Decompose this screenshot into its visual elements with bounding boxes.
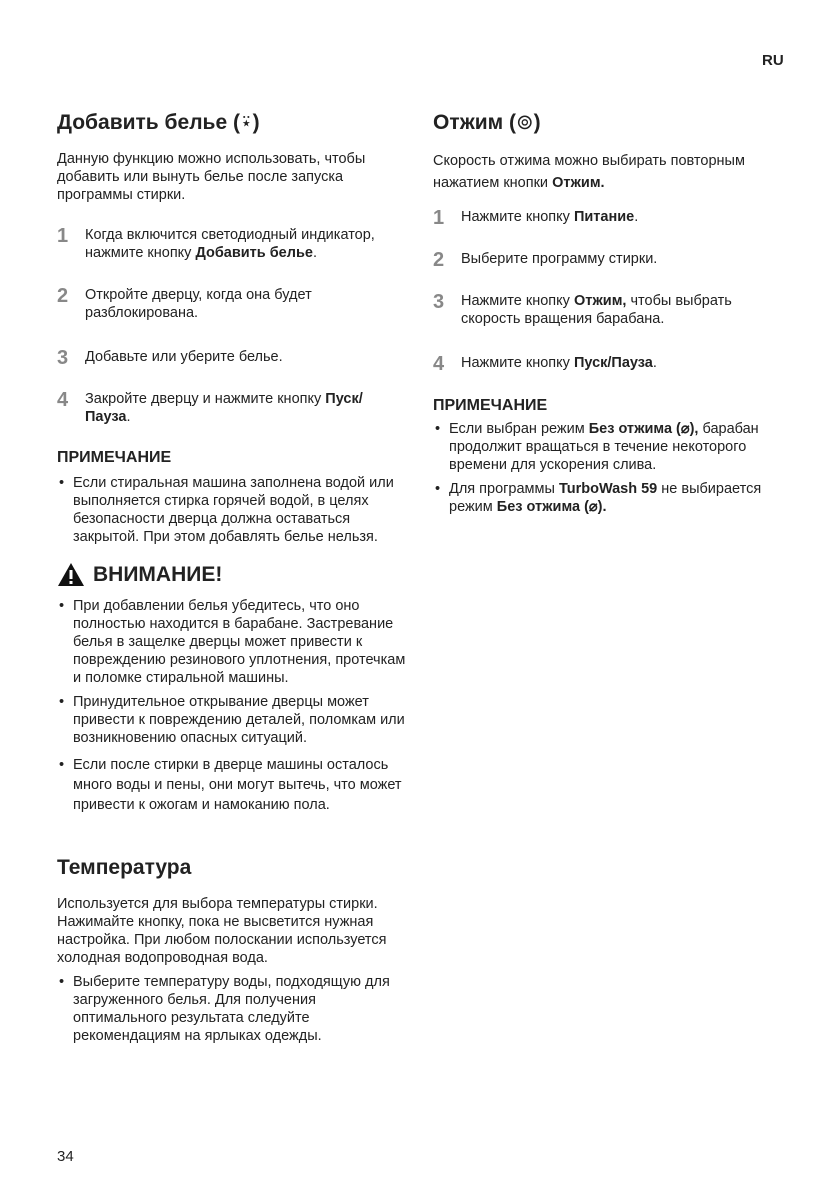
temperature-title: Температура xyxy=(57,856,192,879)
spin-step-2: 2 Выберите программу стирки. xyxy=(433,249,658,271)
left-column xyxy=(57,110,407,1045)
add-step-2: 2 Откройте дверцу, когда она будет разблокирована. xyxy=(57,285,312,321)
add-step-3: 3 Добавьте или уберите белье. xyxy=(57,347,283,369)
add-laundry-intro: Данную функцию можно использовать, чтобы добавить или вынуть белье после запуска программы стирки. xyxy=(57,151,366,203)
list-item: • Принудительное открывание дверцы может привести к повреждению деталей, поломкам или возникновению опасных ситуаций. xyxy=(57,693,407,747)
warning-list xyxy=(57,597,407,815)
list-item: • Если стиральная машина заполнена водой или выполняется стирка горячей водой, в целях безопасности дверца должна оставаться закрытой. При этом добавлять белье нельзя. xyxy=(57,474,407,546)
add-step-4: 4 Закройте дверцу и нажмите кнопку Пуск/ Пауза. xyxy=(57,389,363,425)
warning-heading: ВНИМАНИЕ! xyxy=(57,562,407,587)
spin-icon: ⊚ xyxy=(516,111,534,134)
spin-step-4: 4 Нажмите кнопку Пуск/Пауза. xyxy=(433,353,657,375)
list-item: • Выберите температуру воды, подходящую для загруженного белья. Для получения оптимального результата следуйте рекомендациям на ярлыках одежды. xyxy=(57,973,407,1045)
spin-note-title: ПРИМЕЧАНИЕ xyxy=(433,397,548,414)
add-laundry-icon: ⍣ xyxy=(239,111,253,134)
list-item: • Для программы TurboWash 59 не выбирается режим Без отжима (⌀). xyxy=(433,480,773,516)
add-note-title: ПРИМЕЧАНИЕ xyxy=(57,449,172,466)
add-step-1: 1 Когда включится светодиодный индикатор, нажмите кнопку Добавить белье. xyxy=(57,225,375,261)
warning-icon xyxy=(57,562,85,587)
add-laundry-title: Добавить белье (⍣) xyxy=(57,111,260,134)
page-number: 34 xyxy=(57,1148,74,1165)
temperature-list xyxy=(57,973,407,1045)
spin-step-3: 3 Нажмите кнопку Отжим, чтобы выбрать скорость вращения барабана. xyxy=(433,291,732,327)
right-column xyxy=(433,110,773,516)
spin-title: Отжим (⊚) xyxy=(433,111,541,134)
spin-intro: Скорость отжима можно выбирать повторным нажатием кнопки Отжим. xyxy=(433,153,745,191)
spin-step-1: 1 Нажмите кнопку Питание. xyxy=(433,207,639,229)
spin-note-list xyxy=(433,420,773,516)
language-label: RU xyxy=(762,52,784,69)
list-item: • Если выбран режим Без отжима (⌀), барабан продолжит вращаться в течение некоторого времени для ускорения слива. xyxy=(433,420,773,474)
list-item: • Если после стирки в дверце машины осталось много воды и пены, они могут вытечь, что может привести к ожогам и намоканию пола. xyxy=(57,755,407,815)
temperature-intro: Используется для выбора температуры стирки. Нажимайте кнопку, пока не высветится нужная настройка. При любом полоскании используется холодная водопроводная вода. xyxy=(57,896,387,966)
list-item: • При добавлении белья убедитесь, что оно полностью находится в барабане. Застревание белья в защелке дверцы может привести к повреждению резинового уплотнения, протечкам и поломке стиральной машины. xyxy=(57,597,407,687)
add-note-list xyxy=(57,474,407,546)
